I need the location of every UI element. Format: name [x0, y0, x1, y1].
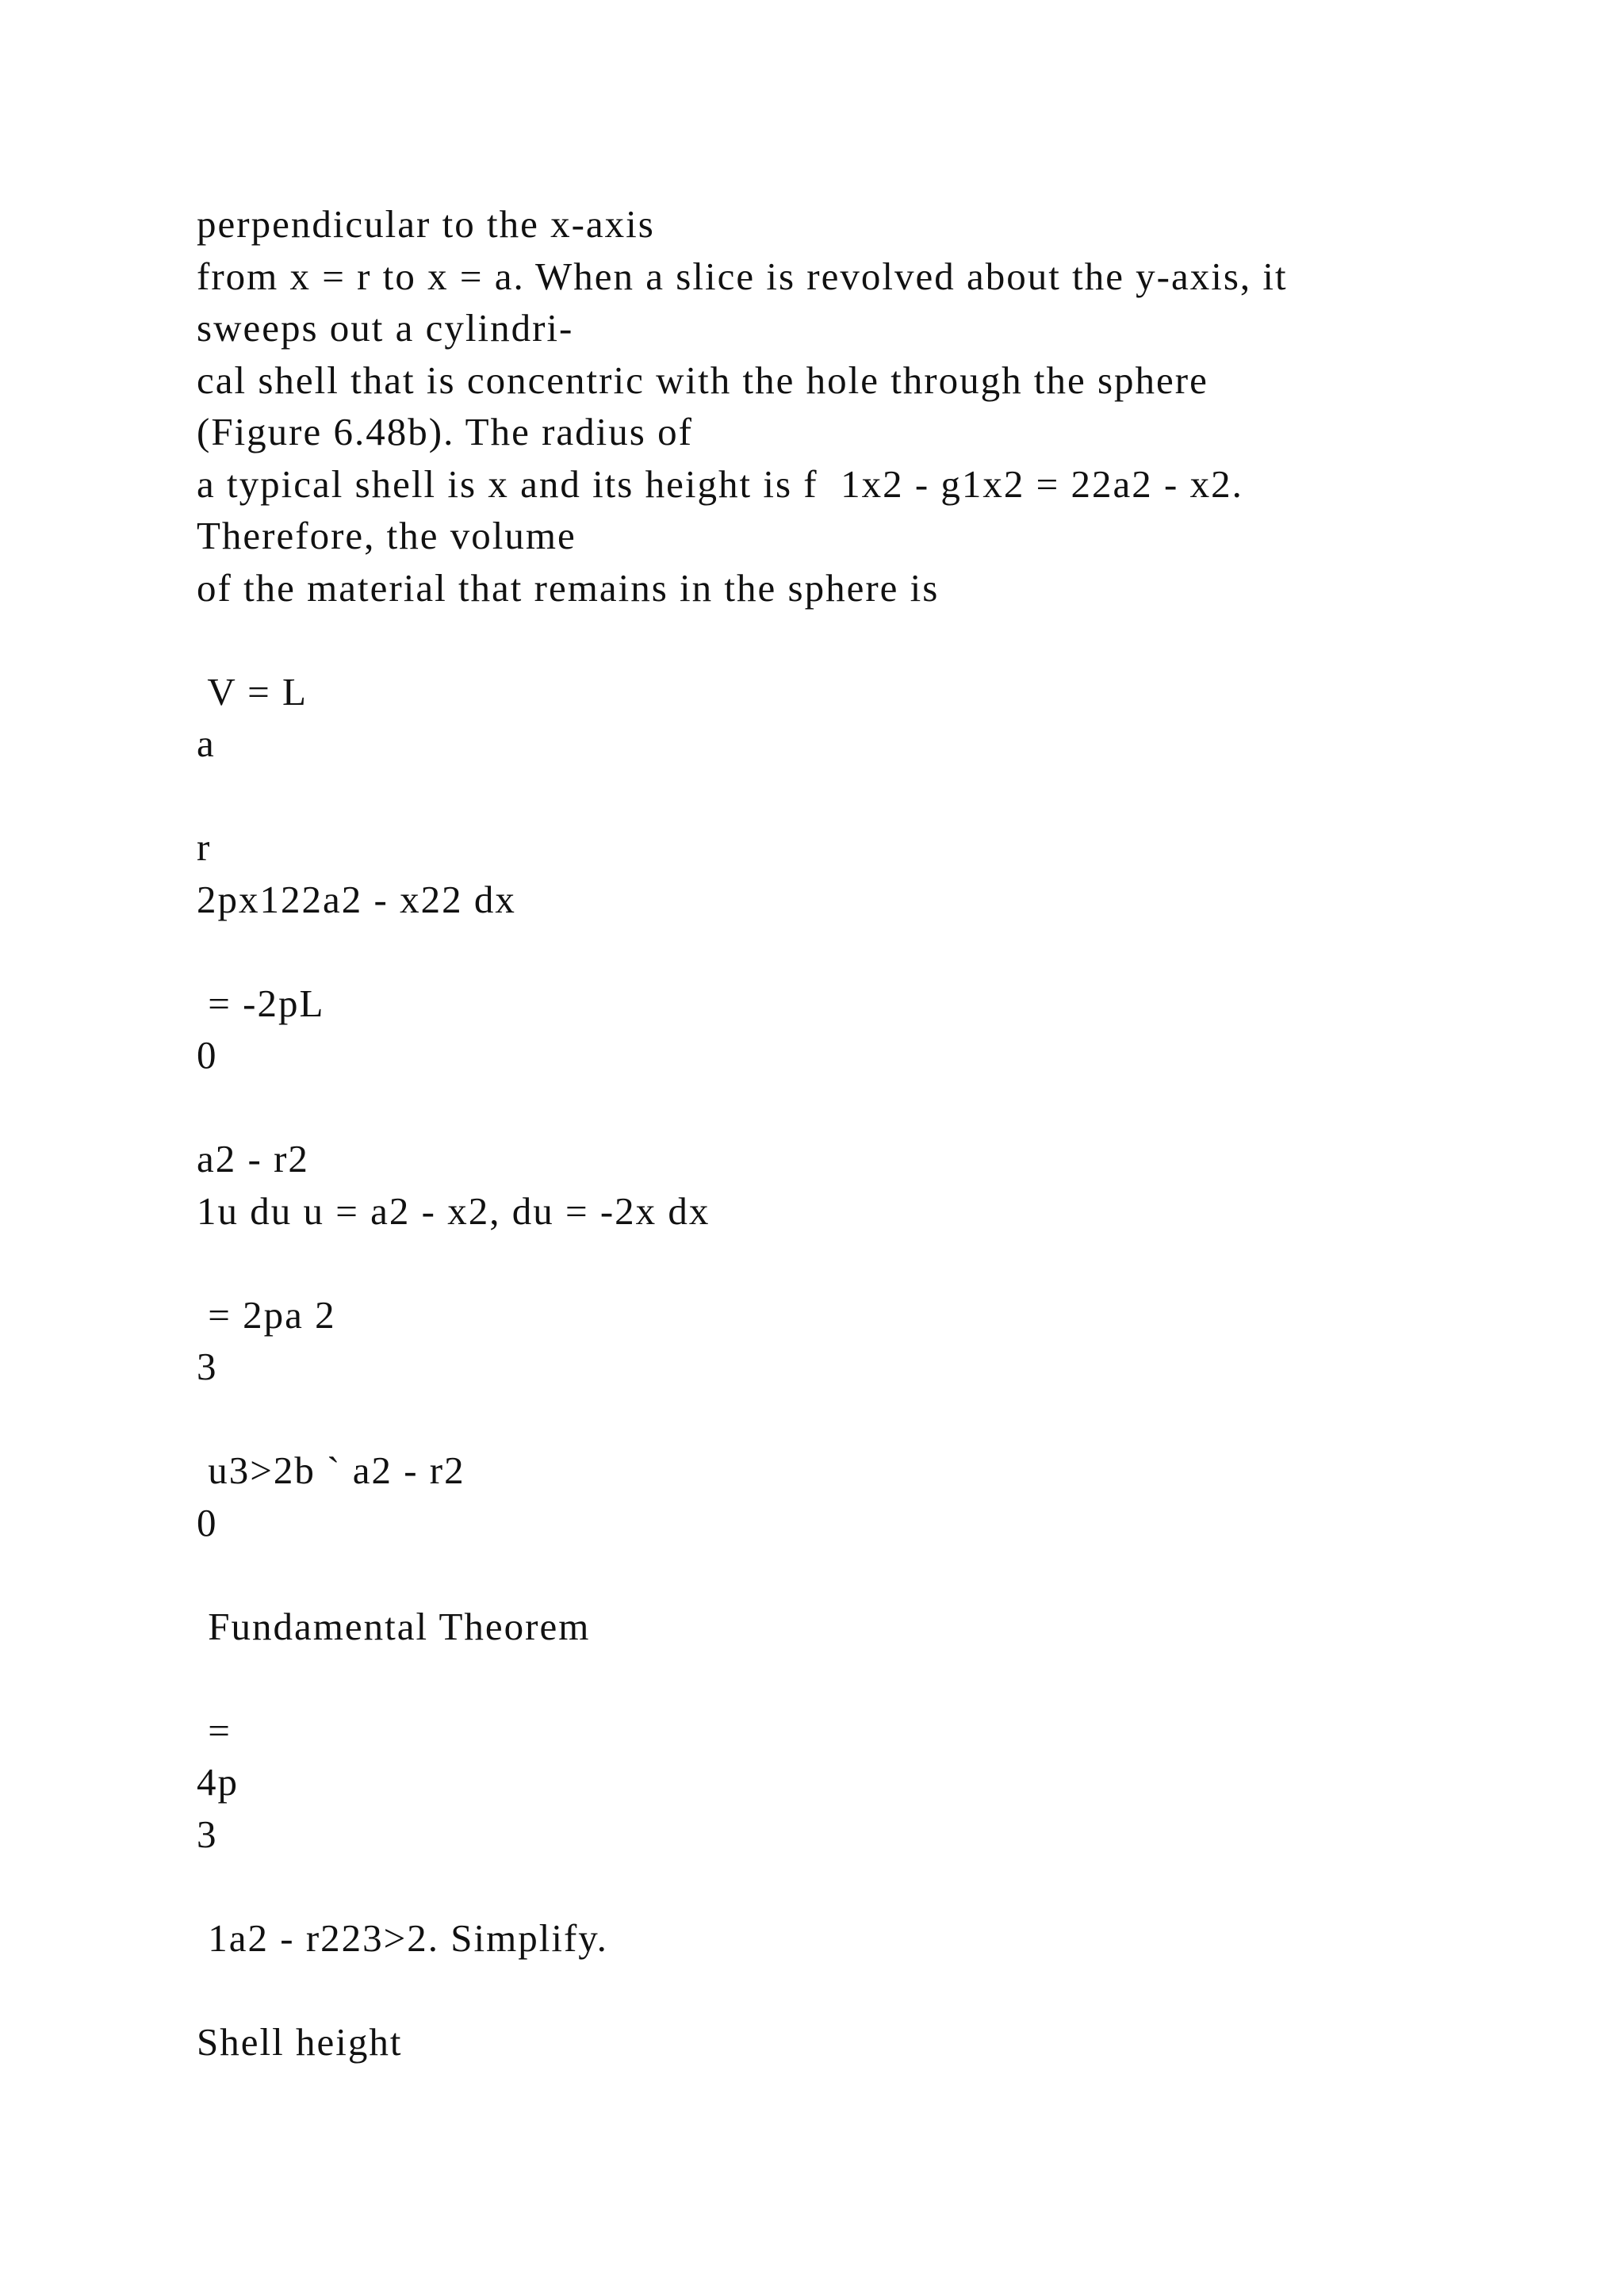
text-line: (Figure 6.48b). The radius of: [197, 410, 693, 453]
blank-line: [197, 1860, 1545, 1912]
equation-line: 0: [197, 1033, 218, 1077]
equation-line: V = L: [197, 669, 308, 714]
equation-line: 4p: [197, 1760, 239, 1804]
equation-line: r: [197, 825, 212, 869]
equation-line: = 2pa 2: [197, 1292, 336, 1337]
blank-line: [197, 1393, 1545, 1445]
equation-line: 0: [197, 1500, 218, 1544]
equation-line: =: [197, 1708, 232, 1752]
document-body: [197, 198, 1545, 2068]
blank-line: [197, 925, 1545, 978]
text-line: of the material that remains in the sphere is: [197, 565, 940, 610]
equation-line: 1u du u = a2 - x2, du = -2x dx: [197, 1188, 710, 1233]
blank-line: [197, 1081, 1545, 1134]
blank-line: [197, 1237, 1545, 1289]
blank-line: [197, 770, 1545, 822]
equation-line: a2 - r2: [197, 1137, 309, 1181]
equation-line: 3: [197, 1812, 218, 1856]
text-line: cal shell that is concentric with the hole through the sphere: [197, 358, 1208, 402]
equation-line: 3: [197, 1345, 218, 1388]
text-line: from x = r to x = a. When a slice is revolved about the y-axis, it: [197, 254, 1288, 298]
text-line: perpendicular to the x-axis: [197, 202, 655, 246]
equation-line: a: [197, 721, 216, 765]
text-line: sweeps out a cylindri-: [197, 306, 574, 350]
text-line: Therefore, the volume: [197, 514, 576, 557]
blank-line: [197, 614, 1545, 666]
blank-line: [197, 1548, 1545, 1601]
text-line: a typical shell is x and its height is f 1x2 - g1x2 = 22a2 - x2.: [197, 461, 1243, 506]
blank-line: [197, 1652, 1545, 1705]
annotation-line: Fundamental Theorem: [197, 1604, 591, 1648]
annotation-line: Shell height: [197, 2019, 403, 2064]
equation-line: 2px122a2 - x22 dx: [197, 877, 516, 921]
equation-line: = -2pL: [197, 981, 325, 1025]
blank-line: [197, 1964, 1545, 2016]
equation-line: 1a2 - r223>2. Simplify.: [197, 1915, 608, 1960]
equation-line: u3>2b ` a2 - r2: [197, 1448, 465, 1492]
